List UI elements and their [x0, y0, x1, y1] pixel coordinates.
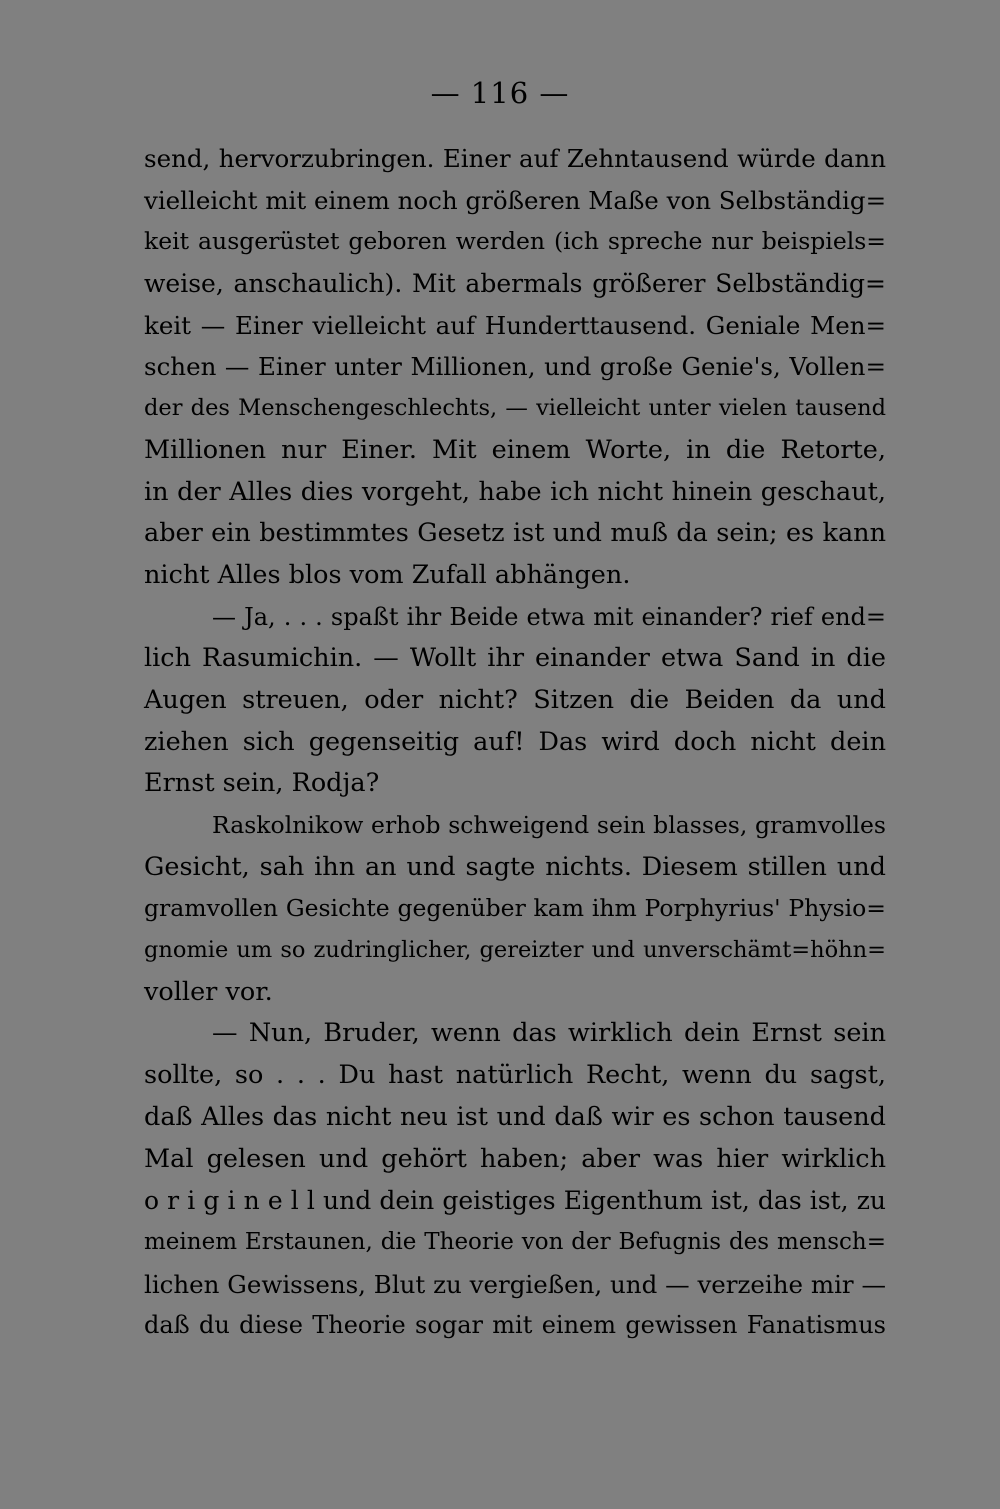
text-line: Augen streuen, oder nicht? Sitzen die Beiden da und — [144, 684, 886, 715]
text-line: aber ein bestimmtes Gesetz ist und muß da sein; es kann — [144, 518, 886, 549]
text-line: gnomie um so zudringlicher, gereizter und unverschämt=höhn= — [144, 937, 886, 964]
text-line: ziehen sich gegenseitig auf! Das wird doch nicht dein — [144, 726, 886, 757]
text-line: send, hervorzubringen. Einer auf Zehntausend würde dann — [144, 144, 886, 173]
text-line: weise, anschaulich). Mit abermals größerer Selbständig= — [144, 269, 886, 299]
text-line: nicht Alles blos vom Zufall abhängen. — [144, 559, 631, 590]
text-line: lichen Gewissens, Blut zu vergießen, und — verzeihe mir — — [144, 1269, 886, 1299]
text-line: daß Alles das nicht neu ist und daß wir es schon tausend — [144, 1101, 886, 1132]
text-line: keit ausgerüstet geboren werden (ich spreche nur beispiels= — [144, 227, 886, 256]
page-number: — 116 — — [430, 76, 570, 110]
text-line: vielleicht mit einem noch größeren Maße von Selbständig= — [144, 185, 887, 215]
text-line: sollte, so . . . Du hast natürlich Recht, wenn du sagst, — [144, 1060, 886, 1091]
text-line: keit — Einer vielleicht auf Hunderttausend. Geniale Men= — [144, 310, 886, 340]
text-line: daß du diese Theorie sogar mit einem gewissen Fanatismus — [144, 1311, 886, 1340]
text-line: meinem Erstaunen, die Theorie von der Befugnis des mensch= — [144, 1228, 886, 1255]
text-line: Mal gelesen und gehört haben; aber was hier wirklich — [144, 1143, 886, 1174]
text-line: lich Rasumichin. — Wollt ihr einander etwa Sand in die — [144, 643, 886, 674]
text-line: voller vor. — [144, 976, 273, 1007]
text-line: Gesicht, sah ihn an und sagte nichts. Diesem stillen und — [144, 851, 886, 882]
text-line: Raskolnikow erhob schweigend sein blasses, gramvolles — [212, 811, 886, 839]
text-line: der des Menschengeschlechts, — vielleicht unter vielen tausend — [144, 395, 886, 422]
text-line: — Ja, . . . spaßt ihr Beide etwa mit einander? rief end= — [212, 602, 886, 631]
text-line: o r i g i n e l l und dein geistiges Eigenthum ist, das ist, zu — [144, 1186, 886, 1216]
text-line: gramvollen Gesichte gegenüber kam ihm Porphyrius' Physio= — [144, 894, 886, 923]
text-line: in der Alles dies vorgeht, habe ich nicht hinein geschaut, — [144, 476, 886, 507]
text-line: Ernst sein, Rodja? — [144, 768, 380, 799]
text-line: Millionen nur Einer. Mit einem Worte, in die Retorte, — [144, 434, 886, 465]
body-text — [144, 138, 886, 1347]
text-line: — Nun, Bruder, wenn das wirklich dein Ernst sein — [212, 1018, 886, 1049]
text-line: schen — Einer unter Millionen, und große Genie's, Vollen= — [144, 352, 886, 382]
